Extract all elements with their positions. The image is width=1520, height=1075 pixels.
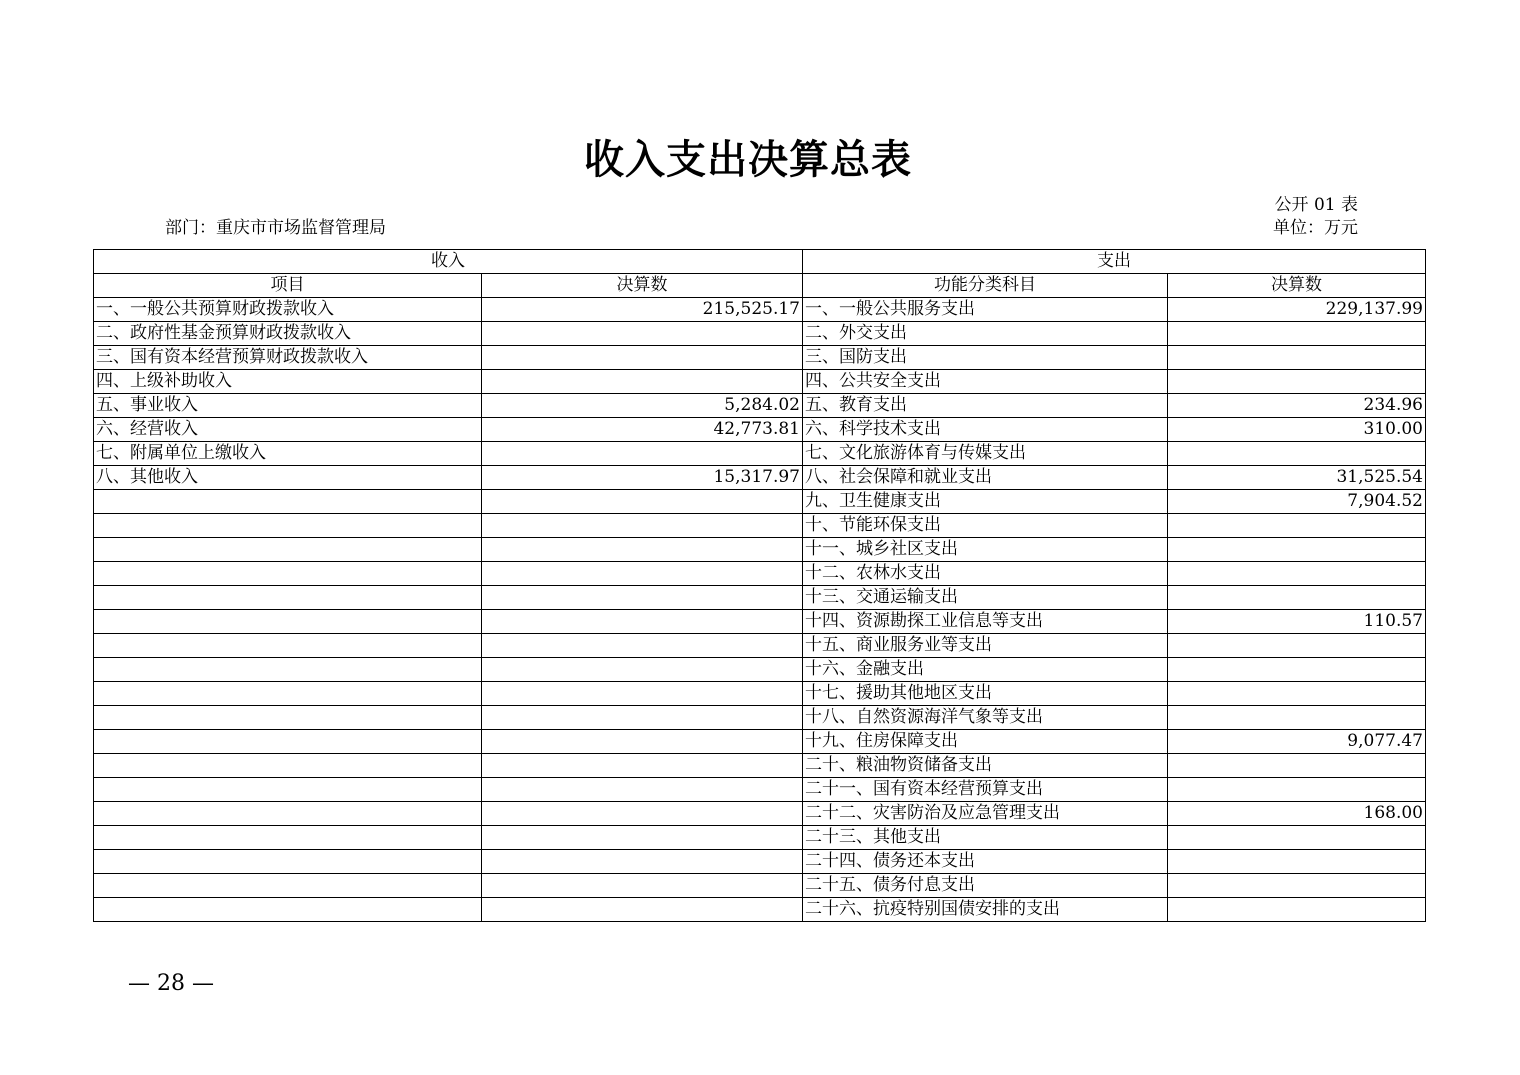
income-item-cell: 八、其他收入 <box>94 466 482 490</box>
table-body <box>94 298 1426 922</box>
expense-item-header: 功能分类科目 <box>803 274 1168 298</box>
expense-amount-cell <box>1168 778 1426 802</box>
expense-amount-cell <box>1168 322 1426 346</box>
income-item-cell <box>94 682 482 706</box>
table-row <box>94 298 1426 322</box>
unit-label: 单位：万元 <box>1273 218 1358 238</box>
income-amount-cell: 215,525.17 <box>482 298 803 322</box>
expense-amount-cell <box>1168 826 1426 850</box>
table-row <box>94 610 1426 634</box>
income-amount-cell <box>482 802 803 826</box>
income-amount-cell <box>482 826 803 850</box>
page-number: — 28 — <box>128 971 214 996</box>
income-item-cell: 一、一般公共预算财政拨款收入 <box>94 298 482 322</box>
income-header: 收入 <box>94 250 803 274</box>
expense-item-cell: 五、教育支出 <box>803 394 1168 418</box>
expense-amount-cell <box>1168 442 1426 466</box>
income-amount-cell <box>482 442 803 466</box>
income-amount-cell <box>482 586 803 610</box>
income-item-cell <box>94 802 482 826</box>
table-row <box>94 562 1426 586</box>
expense-item-cell: 十四、资源勘探工业信息等支出 <box>803 610 1168 634</box>
expense-amount-cell: 310.00 <box>1168 418 1426 442</box>
income-amount-cell <box>482 514 803 538</box>
expense-header: 支出 <box>803 250 1426 274</box>
expense-item-cell: 十三、交通运输支出 <box>803 586 1168 610</box>
page-title: 收入支出决算总表 <box>584 136 912 183</box>
expense-item-cell: 十二、农林水支出 <box>803 562 1168 586</box>
table-row <box>94 730 1426 754</box>
expense-amount-cell <box>1168 346 1426 370</box>
expense-item-cell: 四、公共安全支出 <box>803 370 1168 394</box>
table-row <box>94 442 1426 466</box>
expense-item-cell: 二十、粮油物资储备支出 <box>803 754 1168 778</box>
expense-amount-header: 决算数 <box>1168 274 1426 298</box>
table-row <box>94 754 1426 778</box>
expense-amount-cell: 7,904.52 <box>1168 490 1426 514</box>
table-row <box>94 802 1426 826</box>
expense-item-cell: 十一、城乡社区支出 <box>803 538 1168 562</box>
expense-amount-cell <box>1168 898 1426 922</box>
expense-amount-cell: 229,137.99 <box>1168 298 1426 322</box>
income-item-cell <box>94 706 482 730</box>
income-item-cell <box>94 730 482 754</box>
table-row <box>94 490 1426 514</box>
expense-item-cell: 二十二、灾害防治及应急管理支出 <box>803 802 1168 826</box>
table-subheader-row <box>94 274 1426 298</box>
income-amount-cell <box>482 850 803 874</box>
table-row <box>94 898 1426 922</box>
expense-amount-cell <box>1168 682 1426 706</box>
table-row <box>94 322 1426 346</box>
table-row <box>94 538 1426 562</box>
income-amount-cell: 15,317.97 <box>482 466 803 490</box>
expense-amount-cell <box>1168 754 1426 778</box>
table-row <box>94 346 1426 370</box>
table-row <box>94 778 1426 802</box>
department-label: 部门：重庆市市场监督管理局 <box>165 218 386 238</box>
expense-amount-cell: 234.96 <box>1168 394 1426 418</box>
income-item-cell <box>94 754 482 778</box>
income-amount-cell <box>482 874 803 898</box>
table-row <box>94 850 1426 874</box>
expense-item-cell: 十八、自然资源海洋气象等支出 <box>803 706 1168 730</box>
income-item-cell: 七、附属单位上缴收入 <box>94 442 482 466</box>
income-item-cell: 四、上级补助收入 <box>94 370 482 394</box>
expense-amount-cell <box>1168 850 1426 874</box>
form-number: 公开 01 表 <box>1274 195 1358 215</box>
income-item-cell <box>94 658 482 682</box>
income-item-cell: 二、政府性基金预算财政拨款收入 <box>94 322 482 346</box>
expense-item-cell: 十六、金融支出 <box>803 658 1168 682</box>
table-row <box>94 682 1426 706</box>
income-item-cell <box>94 586 482 610</box>
income-amount-cell <box>482 658 803 682</box>
table-row <box>94 418 1426 442</box>
income-amount-cell <box>482 346 803 370</box>
income-item-cell <box>94 634 482 658</box>
income-item-cell <box>94 490 482 514</box>
table-row <box>94 370 1426 394</box>
expense-item-cell: 一、一般公共服务支出 <box>803 298 1168 322</box>
table-row <box>94 826 1426 850</box>
income-amount-cell <box>482 490 803 514</box>
expense-amount-cell <box>1168 658 1426 682</box>
income-item-cell <box>94 874 482 898</box>
expense-amount-cell <box>1168 706 1426 730</box>
expense-item-cell: 九、卫生健康支出 <box>803 490 1168 514</box>
table-row <box>94 658 1426 682</box>
income-amount-cell: 5,284.02 <box>482 394 803 418</box>
expense-item-cell: 十九、住房保障支出 <box>803 730 1168 754</box>
expense-item-cell: 十七、援助其他地区支出 <box>803 682 1168 706</box>
income-amount-cell <box>482 610 803 634</box>
expense-amount-cell: 31,525.54 <box>1168 466 1426 490</box>
table-row <box>94 634 1426 658</box>
expense-item-cell: 三、国防支出 <box>803 346 1168 370</box>
income-amount-cell <box>482 634 803 658</box>
table-row <box>94 466 1426 490</box>
income-item-cell <box>94 562 482 586</box>
income-amount-cell <box>482 778 803 802</box>
income-amount-cell <box>482 562 803 586</box>
income-item-header: 项目 <box>94 274 482 298</box>
income-item-cell <box>94 898 482 922</box>
table-row <box>94 586 1426 610</box>
income-item-cell: 六、经营收入 <box>94 418 482 442</box>
expense-item-cell: 十、节能环保支出 <box>803 514 1168 538</box>
expense-amount-cell: 168.00 <box>1168 802 1426 826</box>
expense-item-cell: 七、文化旅游体育与传媒支出 <box>803 442 1168 466</box>
income-item-cell <box>94 778 482 802</box>
expense-amount-cell <box>1168 874 1426 898</box>
expense-amount-cell: 110.57 <box>1168 610 1426 634</box>
income-item-cell <box>94 850 482 874</box>
income-amount-cell <box>482 730 803 754</box>
income-item-cell <box>94 610 482 634</box>
income-amount-cell <box>482 898 803 922</box>
expense-item-cell: 二、外交支出 <box>803 322 1168 346</box>
expense-item-cell: 二十四、债务还本支出 <box>803 850 1168 874</box>
expense-amount-cell <box>1168 586 1426 610</box>
table-row <box>94 874 1426 898</box>
budget-summary-table <box>93 249 1426 922</box>
income-item-cell <box>94 514 482 538</box>
expense-item-cell: 二十三、其他支出 <box>803 826 1168 850</box>
income-item-cell: 三、国有资本经营预算财政拨款收入 <box>94 346 482 370</box>
table-row <box>94 514 1426 538</box>
income-amount-cell <box>482 682 803 706</box>
income-amount-cell <box>482 322 803 346</box>
expense-amount-cell <box>1168 514 1426 538</box>
income-amount-header: 决算数 <box>482 274 803 298</box>
expense-item-cell: 八、社会保障和就业支出 <box>803 466 1168 490</box>
expense-item-cell: 十五、商业服务业等支出 <box>803 634 1168 658</box>
expense-amount-cell <box>1168 562 1426 586</box>
expense-item-cell: 二十五、债务付息支出 <box>803 874 1168 898</box>
income-amount-cell: 42,773.81 <box>482 418 803 442</box>
income-amount-cell <box>482 370 803 394</box>
income-item-cell: 五、事业收入 <box>94 394 482 418</box>
income-item-cell <box>94 538 482 562</box>
income-amount-cell <box>482 754 803 778</box>
expense-item-cell: 六、科学技术支出 <box>803 418 1168 442</box>
income-item-cell <box>94 826 482 850</box>
table-row <box>94 706 1426 730</box>
table-row <box>94 394 1426 418</box>
expense-item-cell: 二十六、抗疫特别国债安排的支出 <box>803 898 1168 922</box>
table-header-row <box>94 250 1426 274</box>
expense-amount-cell <box>1168 538 1426 562</box>
expense-item-cell: 二十一、国有资本经营预算支出 <box>803 778 1168 802</box>
expense-amount-cell <box>1168 634 1426 658</box>
income-amount-cell <box>482 706 803 730</box>
expense-amount-cell: 9,077.47 <box>1168 730 1426 754</box>
income-amount-cell <box>482 538 803 562</box>
expense-amount-cell <box>1168 370 1426 394</box>
